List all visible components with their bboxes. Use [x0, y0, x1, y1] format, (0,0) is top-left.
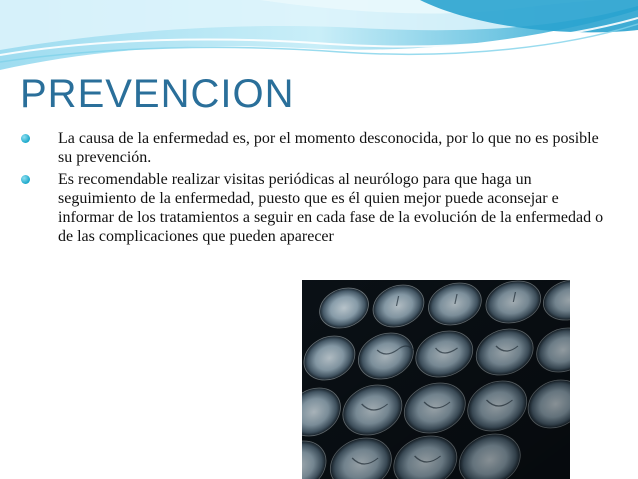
bullet-dot-icon: [21, 175, 30, 184]
header-wave-decoration: [0, 0, 638, 75]
bullet-item: [16, 170, 606, 246]
brain-mri-scans-photo: [302, 280, 570, 479]
bullet-dot-icon: [21, 134, 30, 143]
bullet-item: [16, 129, 606, 167]
bullet-text: Es recomendable realizar visitas periódicas al neurólogo para que haga un seguimiento de la enfermedad, puesto que es él quien mejor puede aconsejar e informar de los tratamientos a seguir en cada fase de la evolución de la enfermedad o de las complicaciones que pueden aparecer: [58, 171, 604, 245]
bullet-list: [16, 129, 606, 249]
slide-title: PREVENCION: [20, 72, 295, 116]
bullet-text: La causa de la enfermedad es, por el momento desconocida, por lo que no es posible su prevención.: [58, 130, 599, 166]
